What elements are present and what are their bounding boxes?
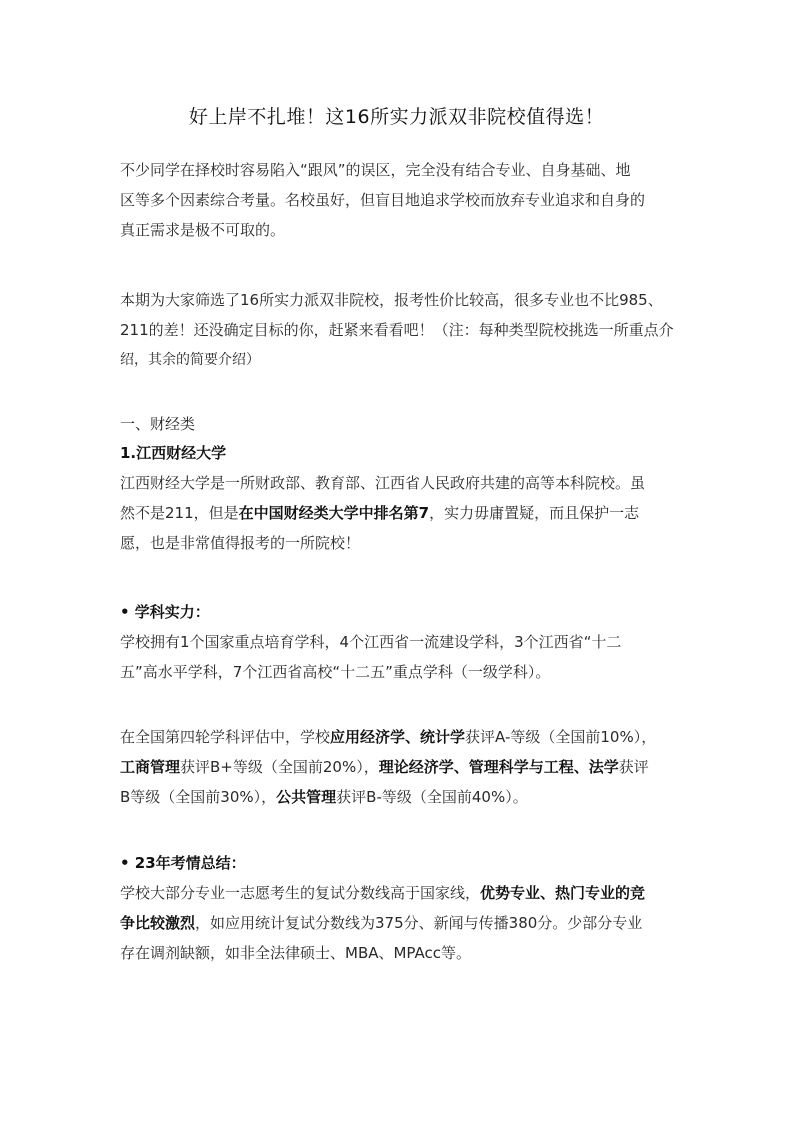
school-heading: 1.江西财经大学: [120, 444, 227, 462]
discipline-description: [120, 627, 680, 687]
evaluation-paragraph: [120, 722, 680, 812]
school-desc-line: 然不是211，但是在中国财经类大学中排名第7，实力毋庸置疑，而且保护一志: [120, 504, 640, 522]
intro-line: 真正需求是极不可取的。: [120, 221, 286, 239]
school-description: [120, 468, 680, 558]
intro2-paragraph: [120, 285, 680, 375]
intro-paragraph: [120, 155, 680, 245]
intro2-line: 本期为大家筛选了16所实力派双非院校，报考性价比较高，很多专业也不比985、: [120, 291, 663, 309]
section-heading-finance: 一、财经类: [120, 415, 196, 433]
discipline-line: 五”高水平学科，7个江西省高校“十二五”重点学科（一级学科）。: [120, 663, 551, 681]
intro2-line: 211的差！还没确定目标的你，赶紧来看看吧！（注：每种类型院校挑选一所重点介: [120, 321, 674, 339]
subheading-exam-summary: • 23年考情总结：: [120, 854, 246, 872]
summary-line: 争比较激烈，如应用统计复试分数线为375分、新闻与传播380分。少部分专业: [120, 914, 643, 932]
school-desc-line: 江西财经大学是一所财政部、教育部、江西省人民政府共建的高等本科院校。虽: [120, 474, 646, 492]
eval-line: 在全国第四轮学科评估中，学校应用经济学、统计学获评A-等级（全国前10%），: [120, 728, 657, 746]
summary-line: 存在调剂缺额，如非全法律硕士、MBA、MPAcc等。: [120, 944, 472, 962]
article-title: 好上岸不扎堆！这16所实力派双非院校值得选！: [188, 106, 605, 128]
school-desc-line: 愿，也是非常值得报考的一所院校！: [120, 534, 361, 552]
intro-line: 不少同学在择校时容易陷入“跟风”的误区，完全没有结合专业、自身基础、地: [120, 161, 631, 179]
intro2-line: 绍，其余的简要介绍）: [120, 352, 260, 368]
summary-line: 学校大部分专业一志愿考生的复试分数线高于国家线，优势专业、热门专业的竞: [120, 884, 646, 902]
subheading-discipline-strength: • 学科实力：: [120, 603, 210, 621]
intro-line: 区等多个因素综合考量。名校虽好，但盲目地追求学校而放弃专业追求和自身的: [120, 191, 646, 209]
discipline-line: 学校拥有1个国家重点培育学科，4个江西省一流建设学科，3个江西省“十二: [120, 633, 622, 651]
exam-summary-paragraph: [120, 878, 680, 968]
eval-line: B等级（全国前30%），公共管理获评B-等级（全国前40%）。: [120, 788, 528, 806]
eval-line: 工商管理获评B+等级（全国前20%），理论经济学、管理科学与工程、法学获评: [120, 758, 649, 776]
